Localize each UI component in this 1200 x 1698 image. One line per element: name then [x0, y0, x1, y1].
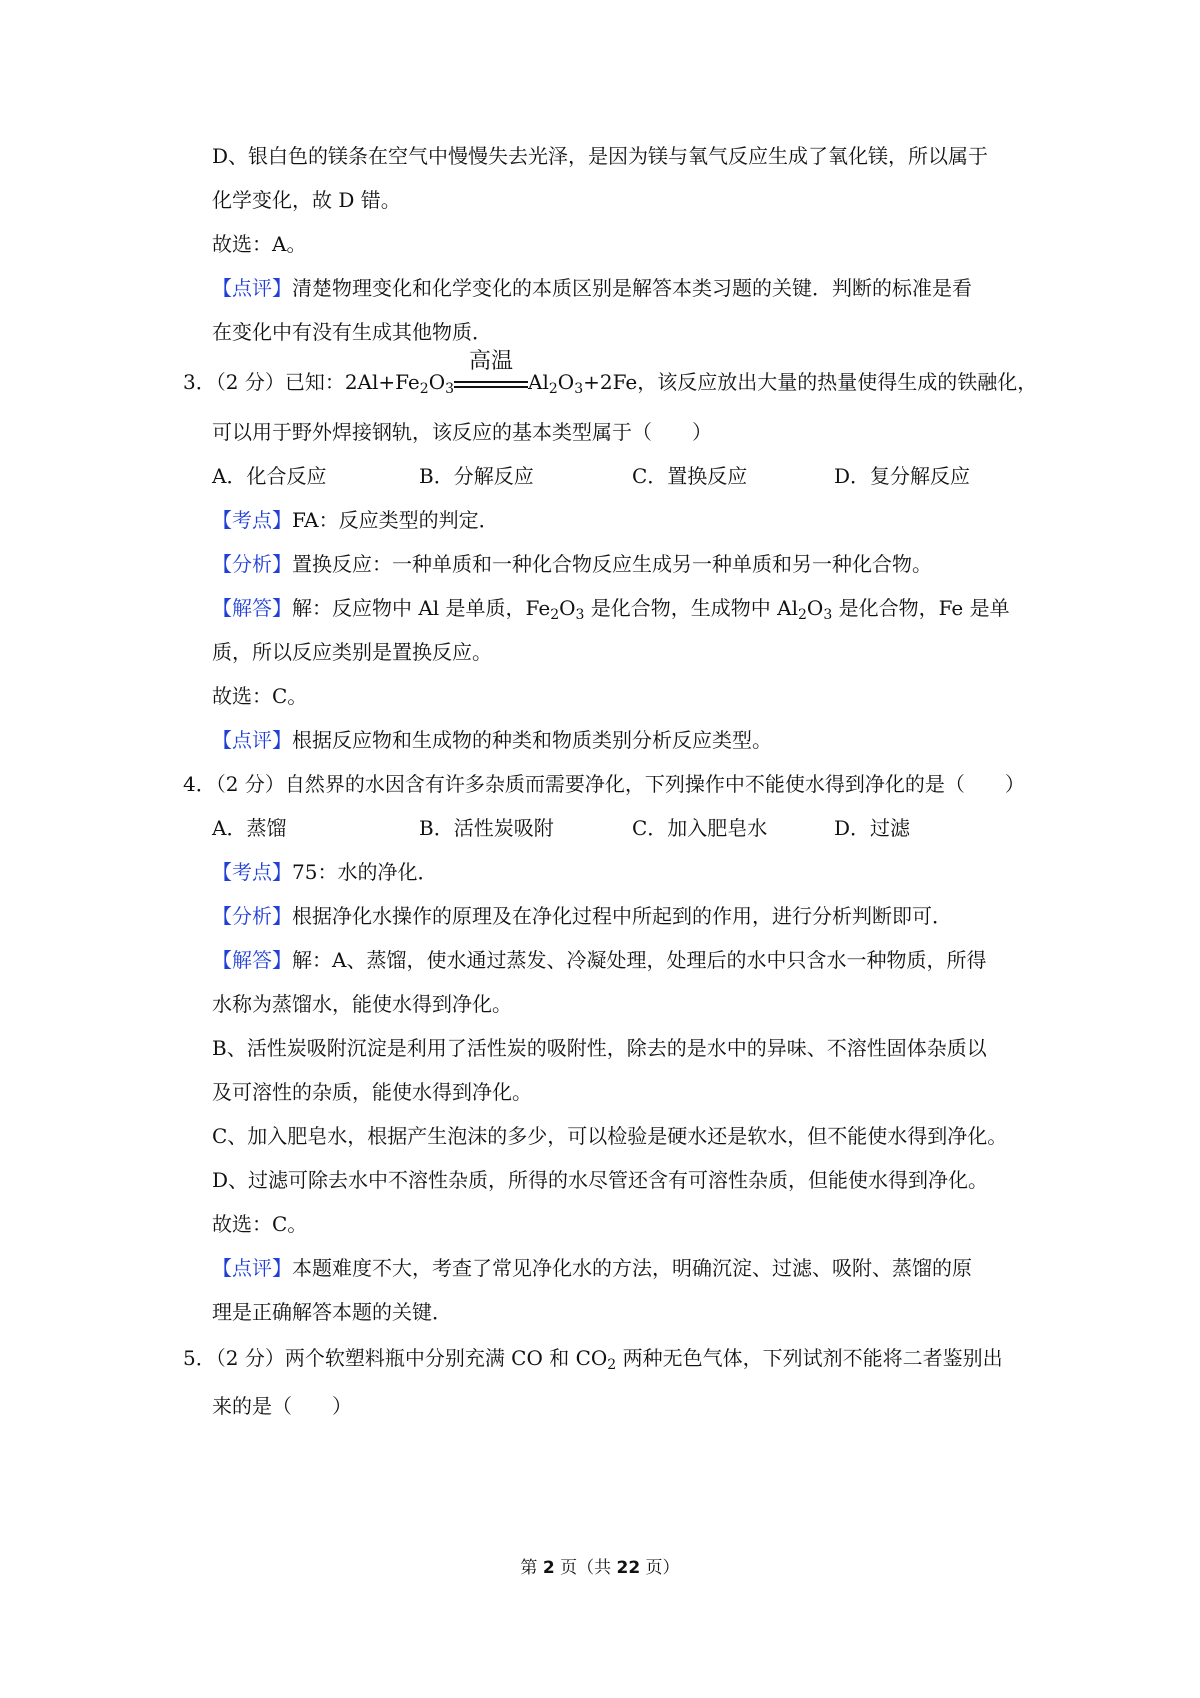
- q4-comment-line2: 理是正确解答本题的关键．: [212, 1300, 452, 1324]
- condition-label: 高温: [469, 348, 514, 374]
- q3-comment: 【点评】根据反应物和生成物的种类和物质类别分析反应类型。: [212, 728, 772, 752]
- choice-d: D．复分解反应: [834, 464, 971, 488]
- question-4-stem: 4．（2 分）自然界的水因含有许多杂质而需要净化，下列操作中不能使水得到净化的是（ ）: [183, 772, 1025, 796]
- comment-tag: 【点评】: [212, 728, 292, 752]
- page-footer: 第 2 页（共 22 页）: [520, 1558, 680, 1578]
- q4-jieda: 【解答】解：A、蒸馏，使水通过蒸发、冷凝处理，处理后的水中只含水一种物质，所得: [212, 948, 987, 972]
- q4-answer: 故选：C。: [212, 1212, 308, 1236]
- choice-a: A．蒸馏: [212, 816, 287, 840]
- q4-jieda-line2: 水称为蒸馏水，能使水得到净化。: [212, 992, 512, 1016]
- prev-answer: 故选：A。: [212, 232, 307, 256]
- q4-option-b-line2: 及可溶性的杂质，能使水得到净化。: [212, 1080, 532, 1104]
- prev-comment-line2: 在变化中有没有生成其他物质．: [212, 320, 492, 344]
- choice-a: A．化合反应: [212, 464, 327, 488]
- prev-option-d-line2: 化学变化，故 D 错。: [212, 188, 401, 212]
- question-5-stem-line2: 来的是（ ）: [212, 1394, 352, 1418]
- question-5-stem: 5．（2 分）两个软塑料瓶中分别充满 CO 和 $CO_2$ 两种无色气体，下列试剂不能将二者鉴别出: [183, 1346, 1003, 1373]
- q3-answer: 故选：C。: [212, 684, 308, 708]
- question-number: 4．: [183, 772, 216, 796]
- question-3-stem-line2: 可以用于野外焊接钢轨，该反应的基本类型属于（ ）: [212, 420, 712, 444]
- comment-text: 清楚物理变化和化学变化的本质区别是解答本类习题的关键．判断的标准是看: [292, 276, 972, 300]
- fenxi-tag: 【分析】: [212, 904, 292, 928]
- q4-fenxi: 【分析】根据净化水操作的原理及在净化过程中所起到的作用，进行分析判断即可．: [212, 904, 952, 928]
- question-number: 5．: [183, 1346, 216, 1370]
- choice-c: C．加入肥皂水: [632, 816, 768, 840]
- question-4-choices: [212, 814, 910, 842]
- reaction-condition: [454, 348, 528, 394]
- choice-c: C．置换反应: [632, 464, 748, 488]
- q4-option-b-line1: B、活性炭吸附沉淀是利用了活性炭的吸附性，除去的是水中的异味、不溶性固体杂质以: [212, 1036, 987, 1060]
- question-3-stem: 3．（2 分）已知：$2Al+Fe_2O_3$ 高温 $Al_2O_3+2Fe$，该反应放出大量的热量使得生成的铁融化，: [183, 348, 1038, 397]
- choice-d: D．过滤: [834, 816, 911, 840]
- q4-kaodian: 【考点】75：水的净化．: [212, 860, 438, 884]
- comment-tag: 【点评】: [212, 276, 292, 300]
- prev-option-d-line1: D、银白色的镁条在空气中慢慢失去光泽，是因为镁与氧气反应生成了氧化镁，所以属于: [212, 144, 989, 168]
- choice-b: B．活性炭吸附: [419, 816, 554, 840]
- question-3-choices: [212, 462, 970, 490]
- fenxi-tag: 【分析】: [212, 552, 292, 576]
- q3-fenxi: 【分析】置换反应：一种单质和一种化合物反应生成另一种单质和另一种化合物。: [212, 552, 932, 576]
- choice-b: B．分解反应: [419, 464, 534, 488]
- q4-option-d-line: D、过滤可除去水中不溶性杂质，所得的水尽管还含有可溶性杂质，但能使水得到净化。: [212, 1168, 989, 1192]
- kaodian-tag: 【考点】: [212, 860, 292, 884]
- comment-tag: 【点评】: [212, 1256, 292, 1280]
- kaodian-tag: 【考点】: [212, 508, 292, 532]
- prev-comment: [212, 274, 972, 302]
- question-number: 3．: [183, 370, 216, 394]
- q4-comment: 【点评】本题难度不大，考查了常见净化水的方法，明确沉淀、过滤、吸附、蒸馏的原: [212, 1256, 972, 1280]
- jieda-tag: 【解答】: [212, 596, 292, 620]
- page-number: 2: [542, 1558, 555, 1578]
- jieda-tag: 【解答】: [212, 948, 292, 972]
- q3-kaodian: 【考点】FA：反应类型的判定．: [212, 508, 499, 532]
- q3-jieda: 【解答】解：反应物中 Al 是单质，$Fe_2O_3$ 是化合物，生成物中 $Al_2O_3$ 是化合物，Fe 是单: [212, 596, 1010, 623]
- q4-option-c-line: C、加入肥皂水，根据产生泡沫的多少，可以检验是硬水还是软水，但不能使水得到净化。: [212, 1124, 1008, 1148]
- page-total: 22: [616, 1558, 641, 1578]
- q3-jieda-line2: 质，所以反应类别是置换反应。: [212, 640, 492, 664]
- question-text: （2 分）已知：2Al+Fe: [215, 370, 420, 394]
